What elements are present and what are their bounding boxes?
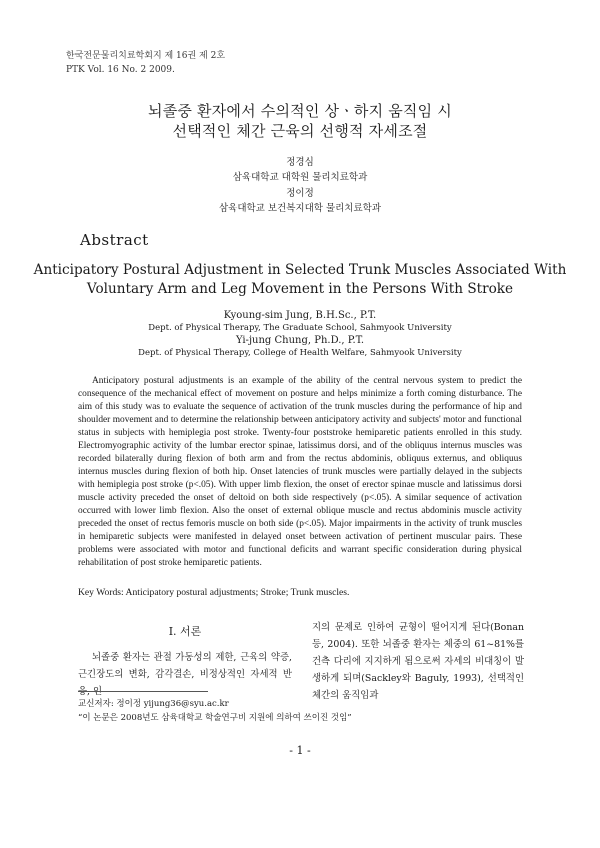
footnote-divider <box>78 691 208 692</box>
english-title-line-1: Anticipatory Postural Adjustment in Selected Trunk Muscles Associated With <box>33 262 567 278</box>
keywords: Key Words: Anticipatory postural adjustments; Stroke; Trunk muscles. <box>78 587 350 598</box>
english-author-name: Kyoung-sim Jung, B.H.Sc., P.T. <box>223 310 377 321</box>
korean-author-name: 정경심 <box>286 157 314 168</box>
abstract-heading: Abstract <box>80 231 149 249</box>
korean-author-affiliation: 삼육대학교 대학원 물리치료학과 <box>232 172 368 183</box>
abstract-body: Anticipatory postural adjustments is an example of the ability of the central nervous system to predict the consequence of the mechanical effect of movement on posture and helps minimize a forth coming disturbance. The aim of this study was to evaluate the sequence of activation of the trunk muscles during the performance of hip and shoulder movement and to determine the relationship between anticipatory activity and subjects' motor and functional status in subjects with hemiplegia post stroke. Twenty-four poststroke hemiparetic patients enrolled in this study. Electromyographic activity of the lumbar erector spinae, latissimus dorsi, and of the obliquus internus muscles was recorded bilaterally during flexion of both arm and from the rectus abdominis, obliquus externus, and obliquus internus muscles during flexion of both hip. Onset latencies of trunk muscles were partially delayed in the subjects with hemiplegia post stroke (p<.05). With upper limb flexion, the onset of erector spinae muscle and latissimus dorsi muscle activity preceded the onset of deltoid on both side respectively (p<.05). A similar sequence of activation occurred with lower limb flexion. Also the onset of external oblique muscle and rectus abdominis muscle activity preceded the onset of rectus femoris muscle on both side (p<.05). Major impairments in the activity of trunk muscles in hemiparetic subjects were manifested in delayed onset between activation of pertinent muscular pairs. These problems were associated with motor and functional deficits and warrant specific consideration during physical rehabilitation of post stroke hemiparetic patients. <box>78 376 522 568</box>
english-title-line-2: Voluntary Arm and Leg Movement in the Persons With Stroke <box>86 281 514 297</box>
korean-author-name: 정이정 <box>286 188 314 199</box>
corresponding-author-footnote: 교신저자: 정이정 yijung36@syu.ac.kr <box>78 699 229 709</box>
page-number: - 1 - <box>289 744 311 757</box>
section-heading-introduction: Ⅰ. 서론 <box>168 625 202 638</box>
korean-author-affiliation: 삼육대학교 보건복지대학 물리치료학과 <box>218 203 382 214</box>
korean-title-line-2: 선택적인 체간 근육의 선행적 자세조절 <box>172 122 428 140</box>
intro-left-column: 뇌졸중 환자는 관절 가동성의 제한, 근육의 약증, 근긴장도의 변화, 감각결손, 비정상적인 자세적 반응, 인 <box>78 652 292 697</box>
korean-title-line-1: 뇌졸중 환자에서 수의적인 상ㆍ하지 움직임 시 <box>148 102 452 120</box>
english-author-affiliation: Dept. of Physical Therapy, The Graduate School, Sahmyook University <box>148 323 452 333</box>
journal-header-english: PTK Vol. 16 No. 2 2009. <box>66 65 175 75</box>
intro-right-column: 지의 문제로 인하여 균형이 떨어지게 된다(Bonan 등, 2004). 또한 뇌졸중 환자는 체중의 61~81%를 건측 다리에 지지하게 됨으로써 자세의 비대칭이 발생하게 되며(Sackley와 Baguly, 1993), 선택적인 체간의 움직임과 <box>312 622 524 701</box>
funding-footnote: “이 논문은 2008년도 삼육대학교 학술연구비 지원에 의하여 쓰이진 것임” <box>78 713 352 723</box>
english-author-affiliation: Dept. of Physical Therapy, College of Health Welfare, Sahmyook University <box>138 348 462 358</box>
english-author-name: Yi-jung Chung, Ph.D., P.T. <box>235 335 365 346</box>
journal-header-korean: 한국전문물리치료학회지 제 16권 제 2호 <box>66 51 226 61</box>
